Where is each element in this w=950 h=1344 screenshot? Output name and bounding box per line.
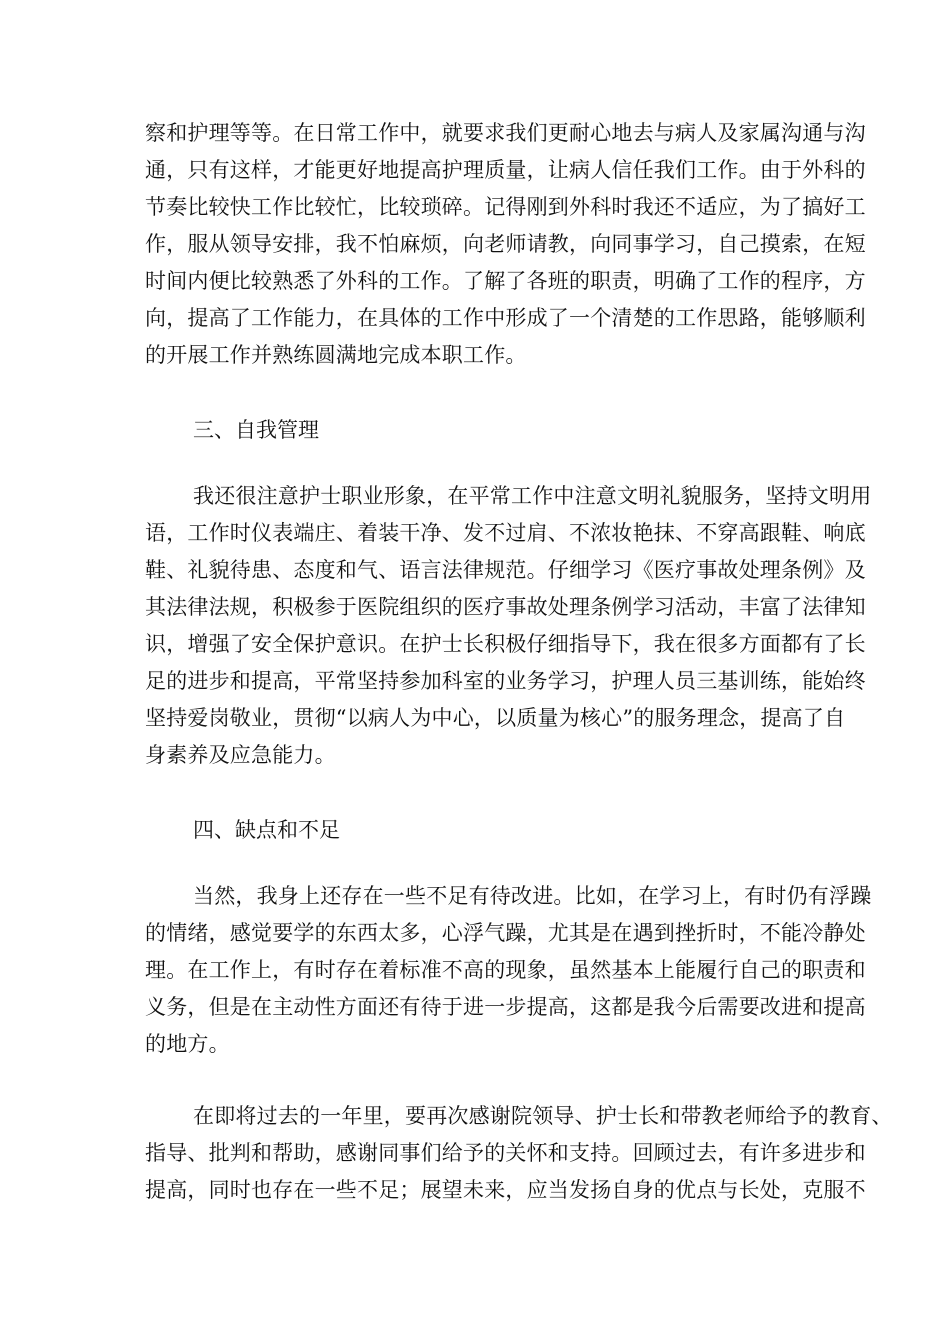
text-line: 识，增强了安全保护意识。在护士长积极仔细指导下，我在很多方面都有了长 [145,632,866,656]
text-line: 通，只有这样，才能更好地提高护理质量，让病人信任我们工作。由于外科的 [145,158,866,182]
text-line: 足的进步和提高，平常坚持参加科室的业务学习，护理人员三基训练，能始终 [145,669,866,693]
text-line: 理。在工作上，有时存在着标准不高的现象，虽然基本上能履行自己的职责和 [145,958,866,982]
text-line: 在即将过去的一年里，要再次感谢院领导、护士长和带教老师给予的教育、 [193,1104,893,1128]
paragraph-self-management [145,478,872,774]
text-line: 时间内便比较熟悉了外科的工作。了解了各班的职责，明确了工作的程序，方 [145,269,866,293]
text-line: 的开展工作并熟练圆满地完成本职工作。 [145,343,527,367]
text-line: 的地方。 [145,1032,230,1056]
paragraph-shortcomings [145,878,872,1063]
section-heading-shortcomings: 四、缺点和不足 [193,818,340,842]
text-line: 当然，我身上还存在一些不足有待改进。比如，在学习上，有时仍有浮躁 [193,884,872,908]
section-heading-self-management: 三、自我管理 [193,418,319,442]
text-line: 鞋、礼貌待患、态度和气、语言法律规范。仔细学习《医疗事故处理条例》及 [145,558,866,582]
text-line: 坚持爱岗敬业，贯彻“以病人为中心，以质量为核心”的服务理念，提高了自 [145,706,846,730]
text-line: 节奏比较快工作比较忙，比较琐碎。记得刚到外科时我还不适应，为了搞好工 [145,195,866,219]
text-line: 作，服从领导安排，我不怕麻烦，向老师请教，向同事学习，自己摸索，在短 [145,232,866,256]
paragraph-work-attitude [145,115,866,374]
text-line: 身素养及应急能力。 [145,743,336,767]
text-line: 义务，但是在主动性方面还有待于进一步提高，这都是我今后需要改进和提高 [145,995,866,1019]
text-line: 的情绪，感觉要学的东西太多，心浮气躁，尤其是在遇到挫折时，不能冷静处 [145,921,866,945]
paragraph-conclusion [145,1098,893,1209]
text-line: 其法律法规，积极参于医院组织的医疗事故处理条例学习活动，丰富了法律知 [145,595,866,619]
text-line: 察和护理等等。在日常工作中，就要求我们更耐心地去与病人及家属沟通与沟 [145,121,866,145]
text-line: 提高，同时也存在一些不足；展望未来，应当发扬自身的优点与长处，克服不 [145,1178,866,1202]
text-line: 语，工作时仪表端庄、着装干净、发不过肩、不浓妆艳抹、不穿高跟鞋、响底 [145,521,866,545]
text-line: 我还很注意护士职业形象，在平常工作中注意文明礼貌服务，坚持文明用 [193,484,872,508]
text-line: 向，提高了工作能力，在具体的工作中形成了一个清楚的工作思路，能够顺利 [145,306,866,330]
text-line: 指导、批判和帮助，感谢同事们给予的关怀和支持。回顾过去，有许多进步和 [145,1141,866,1165]
